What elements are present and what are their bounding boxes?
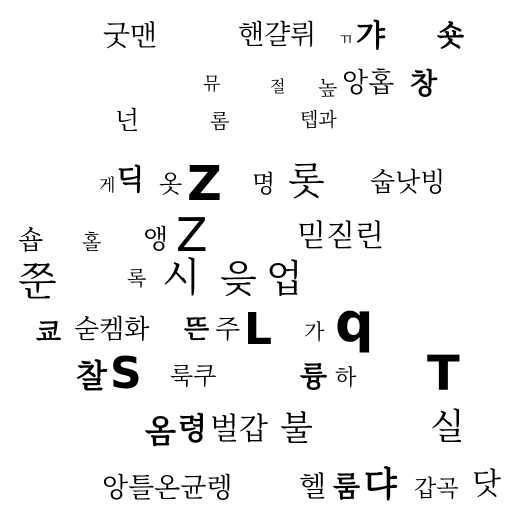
glyph: 댜	[364, 465, 397, 505]
glyph: 륭	[300, 360, 328, 393]
glyph: 불	[280, 409, 313, 449]
glyph: 절	[270, 77, 286, 96]
glyph: 룸	[333, 470, 361, 503]
glyph: 홀	[82, 230, 102, 254]
glyph: 딕	[117, 163, 145, 196]
glyph: 뮤	[203, 74, 221, 95]
glyph: 록	[127, 266, 147, 290]
glyph: 앙틀온균렝	[102, 473, 233, 504]
glyph: 읒	[220, 257, 257, 301]
glyph: 굿맨	[103, 19, 158, 52]
glyph: 옴	[145, 412, 176, 450]
glyph: 령	[178, 412, 207, 447]
glyph: 창	[410, 67, 438, 100]
glyph: 높	[318, 76, 338, 100]
glyph: 믿짇린	[297, 219, 384, 254]
glyph: 앙홉	[342, 68, 395, 99]
glyph: S	[110, 348, 141, 399]
glyph: 텝과	[300, 109, 337, 131]
glyph: 게	[99, 176, 116, 196]
glyph: 업	[266, 257, 303, 301]
glyph: 앵	[143, 225, 169, 255]
glyph: 숏	[437, 19, 465, 52]
glyph: 찰	[76, 357, 107, 395]
glyph: L	[244, 304, 272, 355]
glyph: 옷	[159, 170, 183, 198]
glyph: 핸걀뤼	[238, 20, 317, 51]
glyph: 갸	[356, 19, 385, 54]
glyph: 넌	[115, 106, 140, 135]
glyph: 실	[430, 407, 465, 448]
glyph: 명	[252, 170, 276, 198]
glyph: q	[335, 291, 373, 354]
glyph: 쿄	[36, 318, 62, 348]
glyph: Z	[176, 208, 207, 262]
glyph: T	[427, 346, 459, 402]
glyph: 숍	[18, 226, 44, 256]
glyph: 쭌	[18, 259, 57, 305]
glyph: 룩쿠	[170, 362, 217, 390]
glyph: 뜬	[184, 315, 210, 345]
glyph: 숟켐화	[74, 315, 150, 345]
glyph: 롬	[210, 109, 230, 133]
glyph: 헬	[299, 470, 327, 503]
glyph: 갑곡	[414, 476, 459, 502]
glyph: 벌갑	[210, 412, 268, 447]
glyph: 시	[162, 255, 201, 301]
glyph: 주	[215, 315, 241, 345]
glyph: ㄲ	[338, 30, 354, 49]
glyph: Z	[187, 156, 221, 212]
glyph: 닷	[472, 467, 501, 502]
glyph: 하	[335, 366, 357, 391]
glyph: 숩낫빙	[370, 168, 446, 198]
glyph: 롯	[288, 159, 325, 203]
glyph: 가	[304, 320, 325, 344]
